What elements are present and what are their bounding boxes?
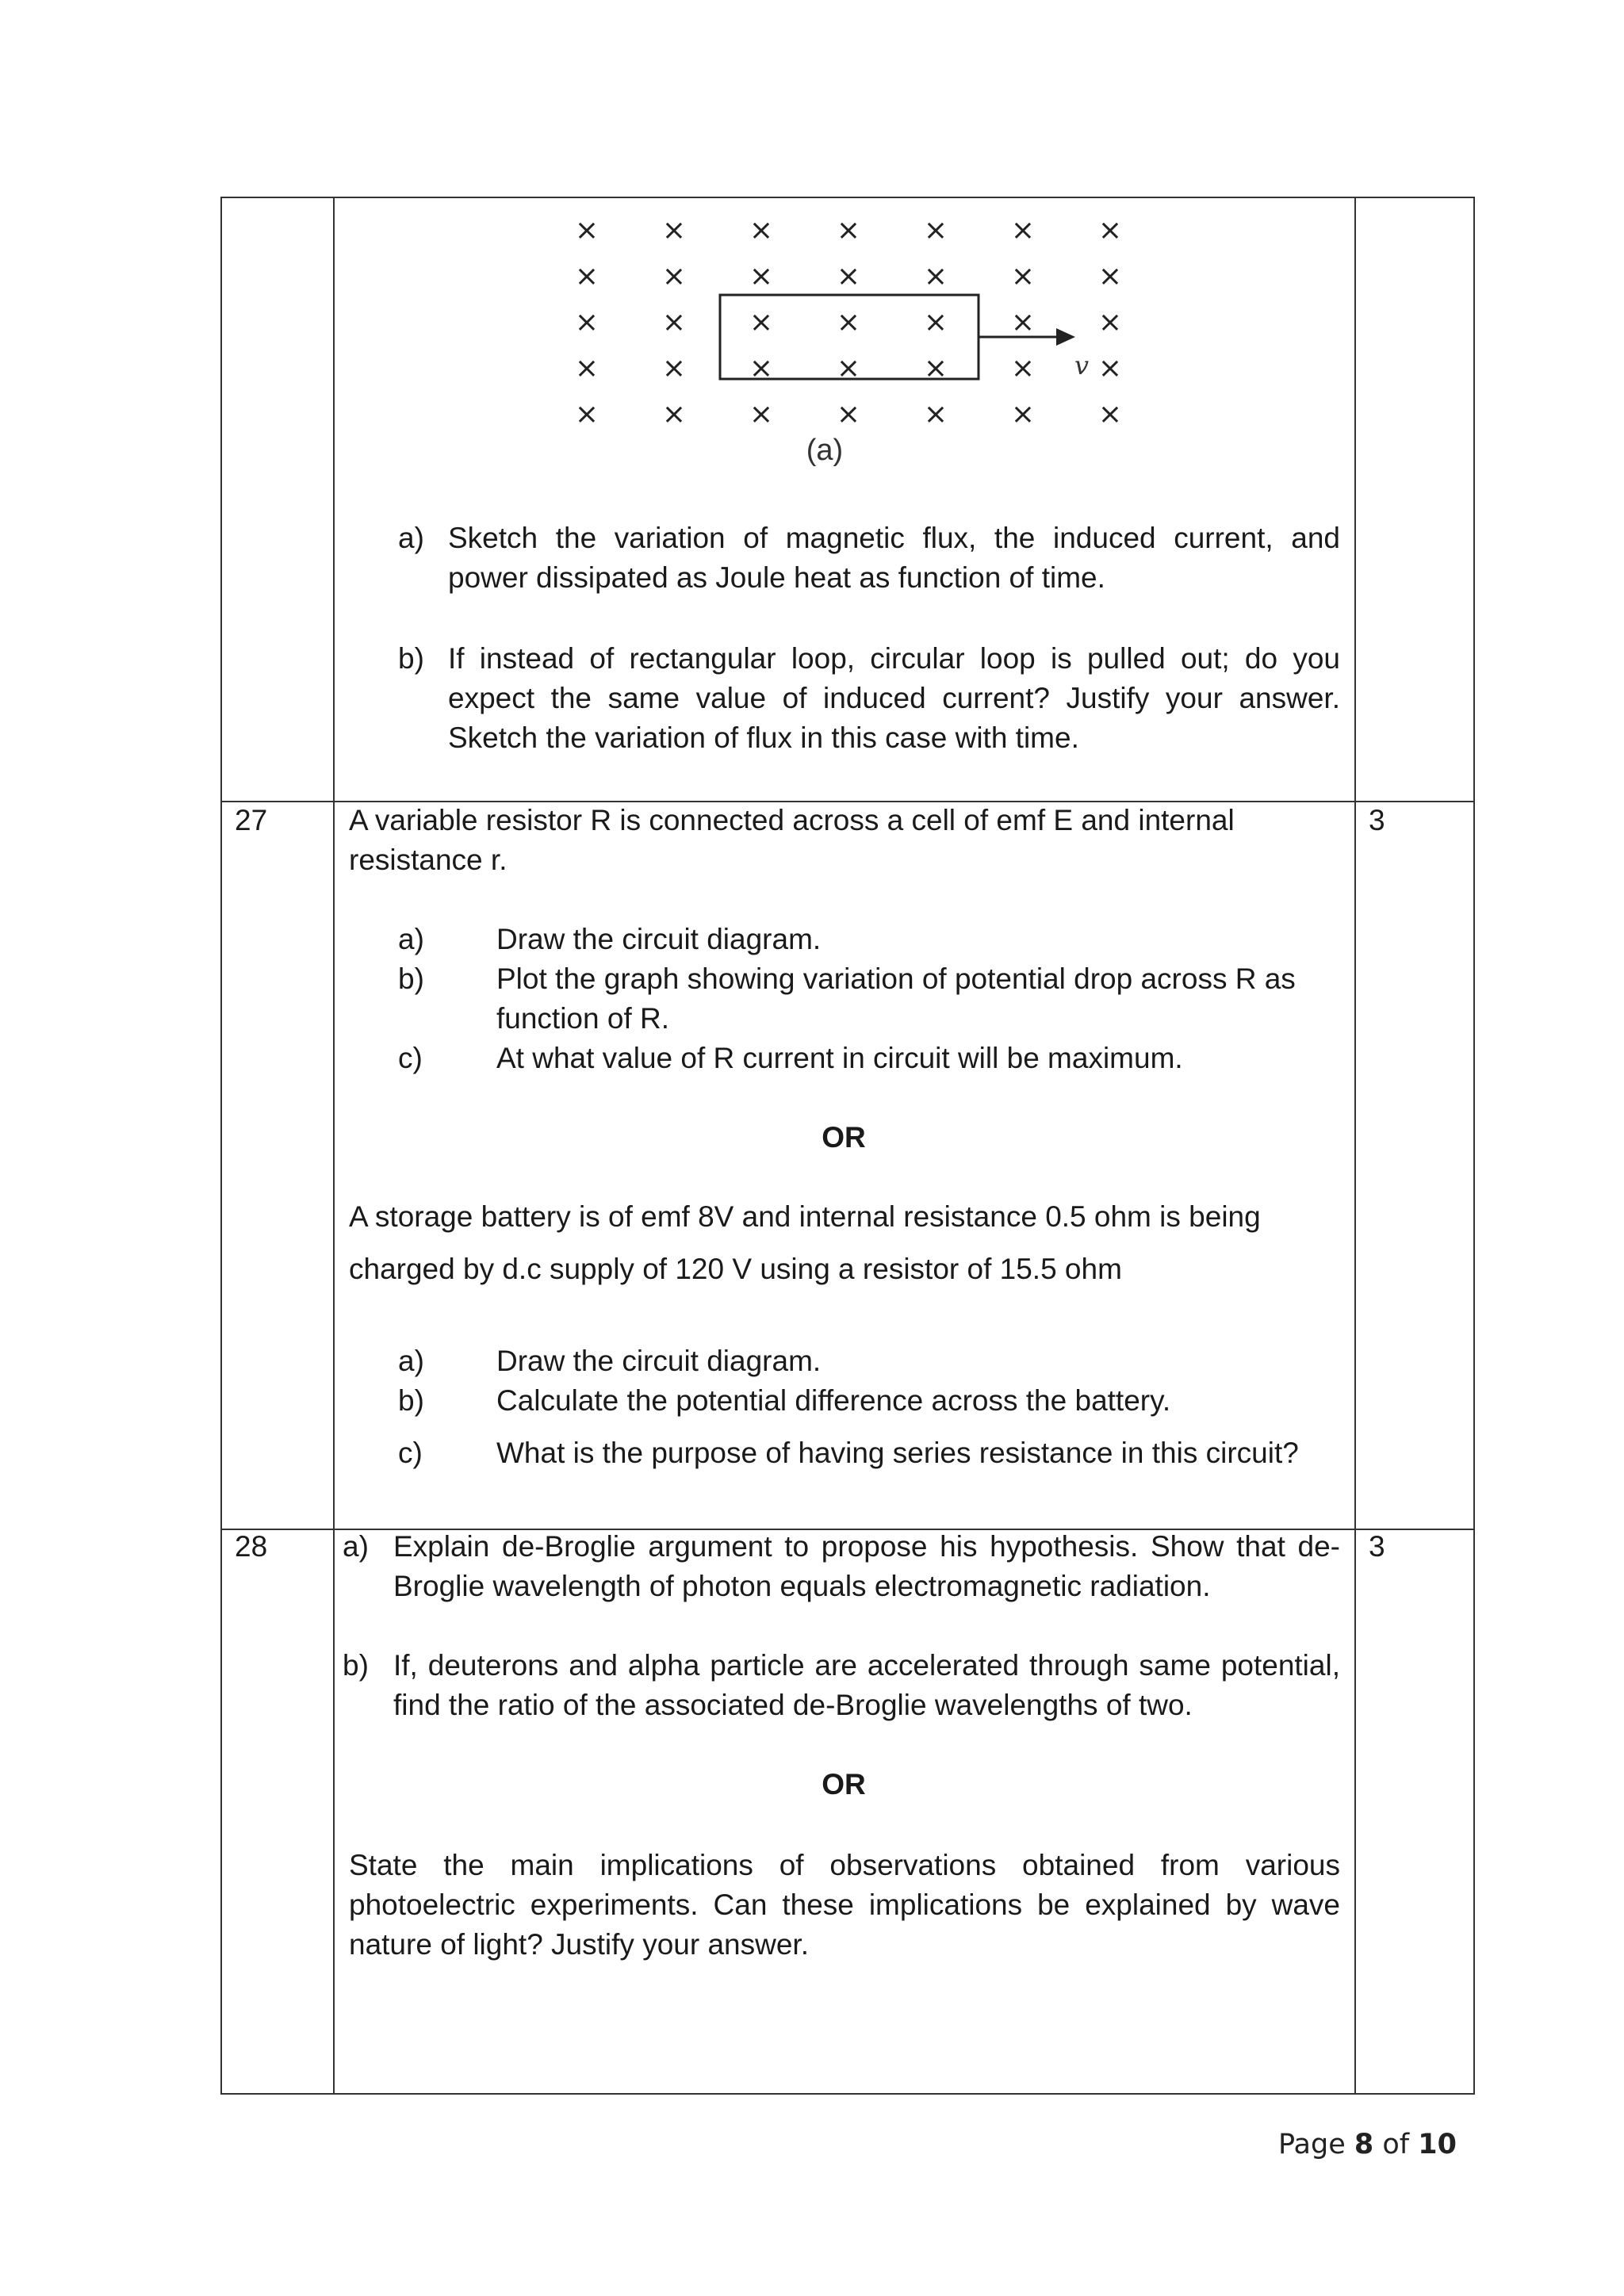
q27-item-a-label: a) — [398, 923, 424, 955]
q28-alt-line1: State the main implications of observations obtained from various — [349, 1849, 1340, 1881]
q28-alt-line3: nature of light? Justify your answer. — [349, 1928, 809, 1961]
field-cross-icon: × — [574, 398, 599, 430]
field-cross-icon: × — [574, 260, 599, 293]
column-divider-marks — [1354, 197, 1356, 2095]
q27-alt-item-b-label: b) — [398, 1384, 424, 1417]
q27-or-separator: OR — [822, 1121, 866, 1154]
q26-part-b-label: b) — [398, 642, 424, 675]
field-cross-icon: × — [749, 352, 774, 385]
q27-item-c-text: At what value of R current in circuit will be maximum. — [496, 1042, 1183, 1074]
field-cross-icon: × — [836, 260, 861, 293]
q27-alt-intro-line2: charged by d.c supply of 120 V using a resistor of 15.5 ohm — [349, 1253, 1122, 1285]
q26-part-a-line2: power dissipated as Joule heat as function of time. — [448, 561, 1105, 594]
q26-part-b-line3: Sketch the variation of flux in this case with time. — [448, 721, 1079, 754]
magnetic-field-crosses — [575, 214, 1122, 430]
field-cross-icon: × — [574, 306, 599, 339]
field-cross-icon: × — [661, 352, 687, 385]
field-cross-icon: × — [749, 398, 774, 430]
q28-part-b-line1: If, deuterons and alpha particle are accelerated through same potential, — [393, 1649, 1340, 1682]
page-of: of — [1373, 2129, 1419, 2160]
q27-item-b-line2: function of R. — [496, 1002, 670, 1035]
field-cross-icon: × — [749, 214, 774, 247]
field-cross-icon: × — [749, 260, 774, 293]
field-cross-icon: × — [661, 260, 687, 293]
q27-intro-line2: resistance r. — [349, 844, 508, 876]
q27-item-c-label: c) — [398, 1042, 423, 1074]
field-cross-icon: × — [574, 214, 599, 247]
q27-item-a-text: Draw the circuit diagram. — [496, 923, 822, 955]
velocity-label: v — [1074, 350, 1090, 381]
page-total: 10 — [1418, 2129, 1457, 2160]
q27-item-b-label: b) — [398, 962, 424, 995]
field-cross-icon: × — [836, 214, 861, 247]
q26-part-a-line1: Sketch the variation of magnetic flux, the induced current, and — [448, 522, 1340, 554]
q27-alt-item-c-label: c) — [398, 1437, 423, 1469]
q27-item-b-line1: Plot the graph showing variation of potential drop across R as — [496, 962, 1296, 995]
field-cross-icon: × — [1010, 306, 1036, 339]
q27-alt-item-b-text: Calculate the potential difference across the battery. — [496, 1384, 1171, 1417]
q27-alt-intro-line1: A storage battery is of emf 8V and internal resistance 0.5 ohm is being — [349, 1200, 1261, 1233]
field-cross-icon: × — [661, 306, 687, 339]
q27-alt-item-c-text: What is the purpose of having series resistance in this circuit? — [496, 1437, 1299, 1469]
q28-part-b-line2: find the ratio of the associated de-Broglie wavelengths of two. — [393, 1689, 1193, 1721]
q28-part-a-line1: Explain de-Broglie argument to propose his hypothesis. Show that de- — [393, 1530, 1340, 1563]
field-cross-icon: × — [923, 260, 948, 293]
field-cross-icon: × — [1097, 352, 1123, 385]
page-current: 8 — [1354, 2129, 1374, 2160]
q28-part-a-line2: Broglie wavelength of photon equals electromagnetic radiation. — [393, 1570, 1211, 1602]
field-cross-icon: × — [923, 214, 948, 247]
figure-label: (a) — [806, 434, 844, 467]
q28-marks: 3 — [1369, 1530, 1385, 1563]
field-cross-icon: × — [1010, 214, 1036, 247]
q28-part-b-label: b) — [343, 1649, 369, 1682]
q27-number: 27 — [235, 804, 268, 836]
field-cross-icon: × — [1010, 260, 1036, 293]
field-cross-icon: × — [749, 306, 774, 339]
field-cross-icon: × — [923, 352, 948, 385]
q28-or-separator: OR — [822, 1768, 866, 1800]
field-cross-icon: × — [1010, 398, 1036, 430]
field-cross-icon: × — [1097, 398, 1123, 430]
table-border-left — [220, 197, 222, 2095]
page-prefix: Page — [1278, 2129, 1354, 2160]
field-cross-icon: × — [836, 306, 861, 339]
q27-alt-item-a-text: Draw the circuit diagram. — [496, 1345, 822, 1377]
field-cross-icon: × — [574, 352, 599, 385]
field-cross-icon: × — [661, 398, 687, 430]
field-cross-icon: × — [836, 398, 861, 430]
q28-alt-line2: photoelectric experiments. Can these implications be explained by wave — [349, 1888, 1340, 1921]
field-cross-icon: × — [1097, 306, 1123, 339]
q26-part-a-label: a) — [398, 522, 424, 554]
field-cross-icon: × — [1010, 352, 1036, 385]
field-cross-icon: × — [836, 352, 861, 385]
table-border-right — [1473, 197, 1475, 2095]
field-cross-icon: × — [1097, 260, 1123, 293]
field-cross-icon: × — [923, 398, 948, 430]
q27-alt-item-a-label: a) — [398, 1345, 424, 1377]
column-divider-number — [333, 197, 335, 2095]
q27-marks: 3 — [1369, 804, 1385, 836]
magnetic-field-loop-figure — [555, 198, 1142, 484]
q26-part-b-line1: If instead of rectangular loop, circular loop is pulled out; do you — [448, 642, 1340, 675]
velocity-arrow-head — [1056, 328, 1075, 346]
field-cross-icon: × — [923, 306, 948, 339]
q27-intro-line1: A variable resistor R is connected across a cell of emf E and internal — [349, 804, 1235, 836]
q26-part-b-line2: expect the same value of induced current? Justify your answer. — [448, 682, 1340, 714]
table-border-bottom — [220, 2093, 1475, 2095]
q28-number: 28 — [235, 1530, 268, 1563]
field-cross-icon: × — [1097, 214, 1123, 247]
q28-part-a-label: a) — [343, 1530, 369, 1563]
field-cross-icon: × — [661, 214, 687, 247]
page-number — [1278, 2125, 1457, 2164]
